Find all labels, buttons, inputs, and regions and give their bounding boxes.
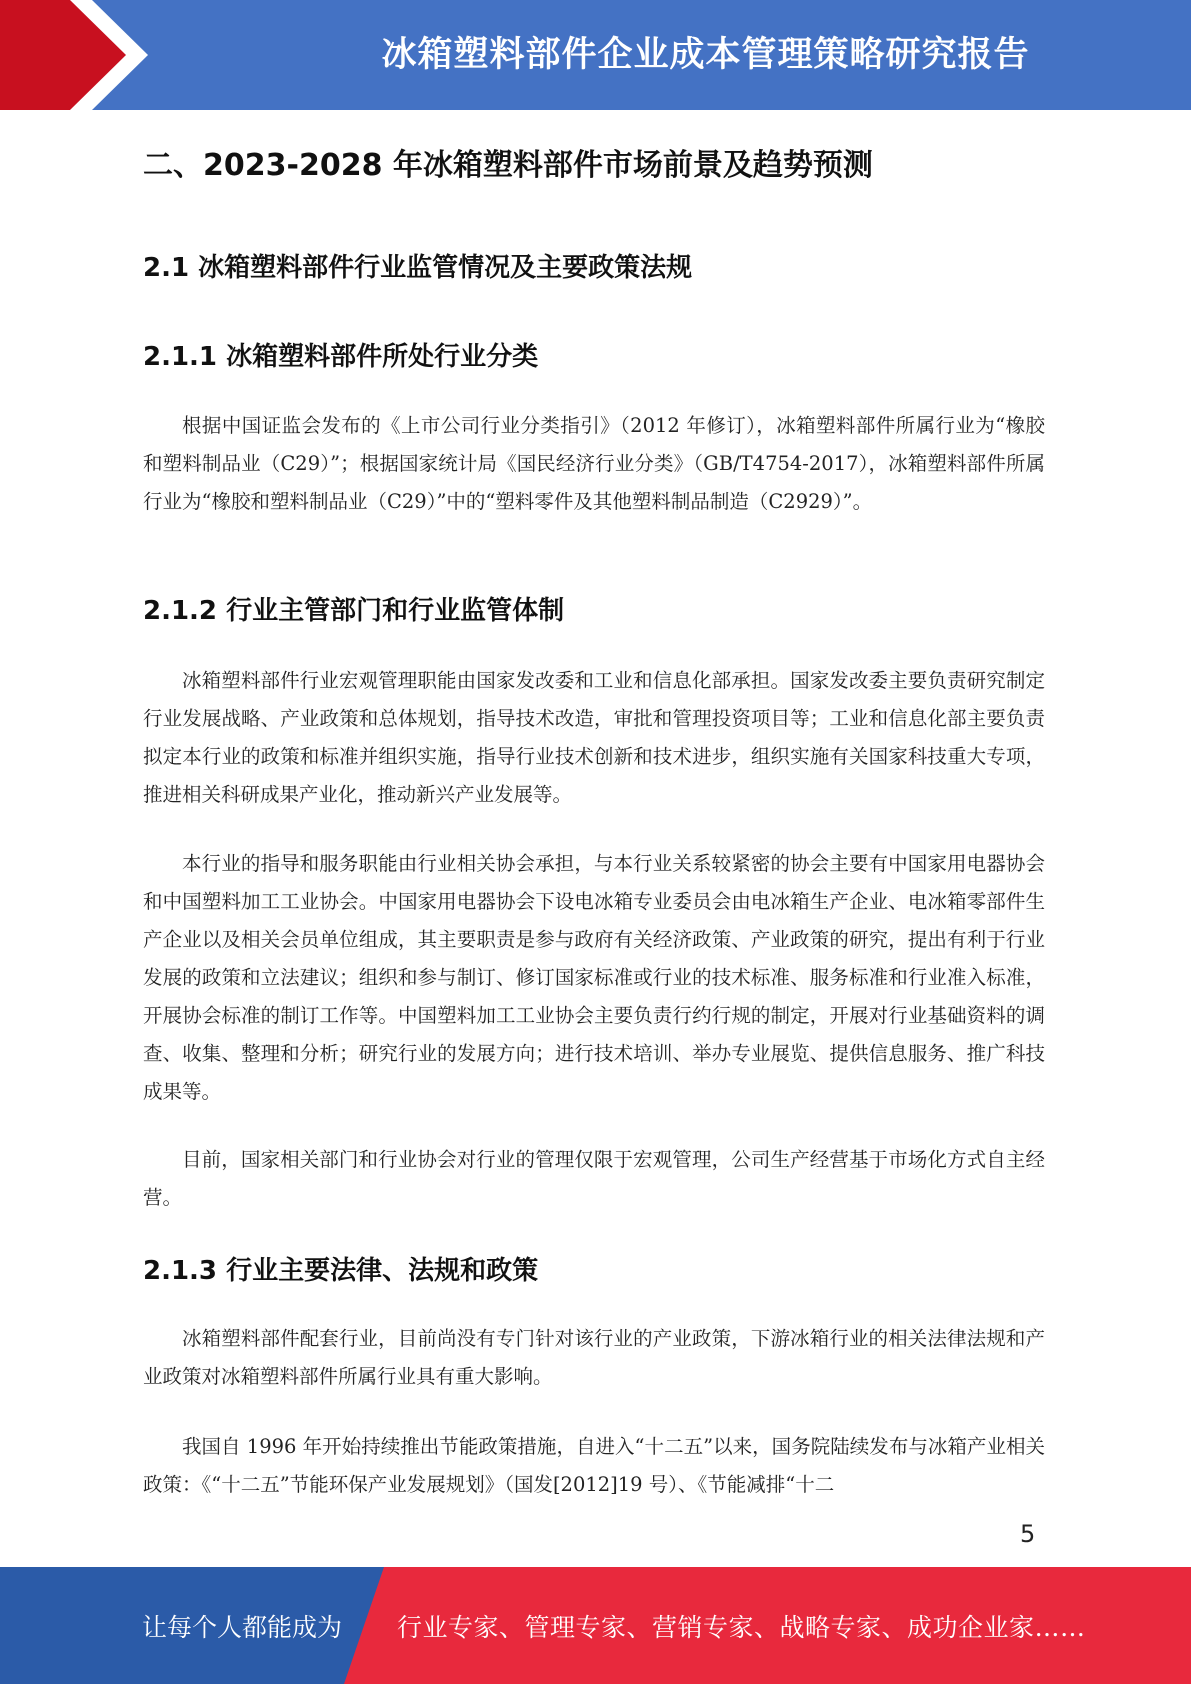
section-heading-2-1-1: 2.1.1 冰箱塑料部件所处行业分类 [143,342,539,372]
paragraph-macro-management: 目前，国家相关部门和行业协会对行业的管理仅限于宏观管理，公司生产经营基于市场化方式自主经营。 [143,1148,1045,1209]
page-header [0,0,1191,110]
footer-slogan-right: 行业专家、管理专家、营销专家、战略专家、成功企业家…… [397,1612,1086,1642]
page-number: 5 [1020,1520,1036,1548]
report-title: 冰箱塑料部件企业成本管理策略研究报告 [381,35,1030,75]
paragraph-industry-associations: 本行业的指导和服务职能由行业相关协会承担，与本行业关系较紧密的协会主要有中国家用电器协会和中国塑料加工工业协会。中国家用电器协会下设电冰箱专业委员会由电冰箱生产企业、电冰箱零部件生产企业以及相关会员单位组成，其主要职责是参与政府有关经济政策、产业政策的研究，提出有利于行业发展的政策和立法建议；组织和参与制订、修订国家标准或行业的技术标准、服务标准和行业准入标准，开展协会标准的制订工作等。中国塑料加工工业协会主要负责行约行规的制定，开展对行业基础资料的调查、收集、整理和分析；研究行业的发展方向；进行技术培训、举办专业展览、提供信息服务、推广科技成果等。 [143,852,1045,1103]
section-heading-2-1: 2.1 冰箱塑料部件行业监管情况及主要政策法规 [143,253,693,283]
footer-slogan-left: 让每个人都能成为 [142,1612,343,1642]
section-heading-2-1-2: 2.1.2 行业主管部门和行业监管体制 [143,596,565,626]
section-heading-2-1-3: 2.1.3 行业主要法律、法规和政策 [143,1256,539,1286]
paragraph-policy-impact: 冰箱塑料部件配套行业，目前尚没有专门针对该行业的产业政策，下游冰箱行业的相关法律法规和产业政策对冰箱塑料部件所属行业具有重大影响。 [143,1327,1045,1388]
page-footer [0,1567,1191,1684]
chapter-heading: 二、2023-2028 年冰箱塑料部件市场前景及趋势预测 [143,148,873,183]
paragraph-regulatory-authority: 冰箱塑料部件行业宏观管理职能由国家发改委和工业和信息化部承担。国家发改委主要负责研究制定行业发展战略、产业政策和总体规划，指导技术改造，审批和管理投资项目等；工业和信息化部主要负责拟定本行业的政策和标准并组织实施，指导行业技术创新和技术进步，组织实施有关国家科技重大专项，推进相关科研成果产业化，推动新兴产业发展等。 [143,669,1045,806]
paragraph-industry-classification: 根据中国证监会发布的《上市公司行业分类指引》（2012 年修订），冰箱塑料部件所属行业为“橡胶和塑料制品业（C29）”；根据国家统计局《国民经济行业分类》（GB/T4754-2017），冰箱塑料部件所属行业为“橡胶和塑料制品业（C29）”中的“塑料零件及其他塑料制品制造（C2929）”。 [143,414,1045,513]
paragraph-energy-policy: 我国自 1996 年开始持续推出节能政策措施，自进入“十二五”以来，国务院陆续发布与冰箱产业相关政策：《“十二五”节能环保产业发展规划》（国发[2012]19 号）、《节能减排“十二 [143,1435,1045,1496]
